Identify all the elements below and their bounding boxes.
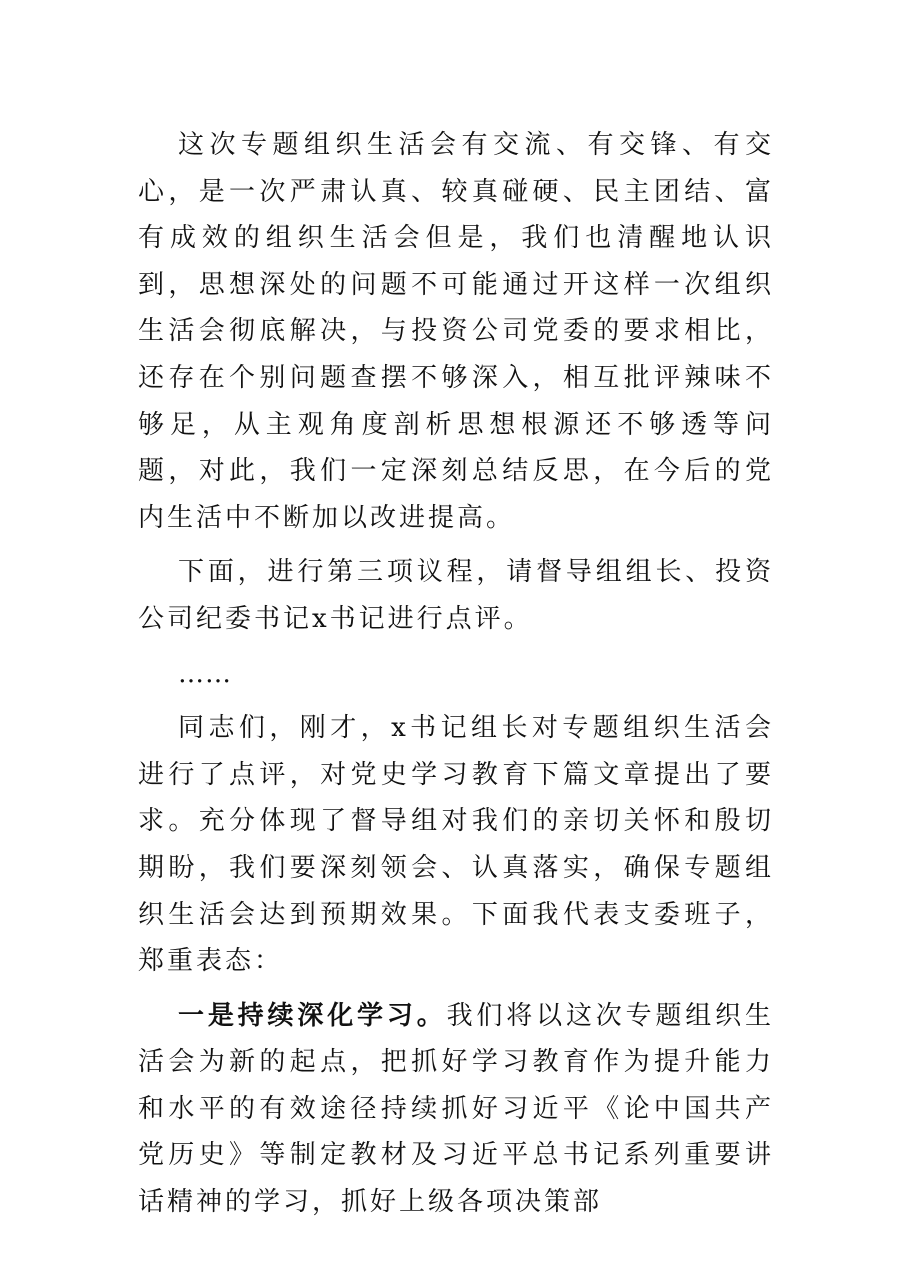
point-one-heading: 一是持续深化学习。 [178,1000,447,1031]
paragraph-summary: 这次专题组织生活会有交流、有交锋、有交心，是一次严肃认真、较真碰硬、民主团结、富有成效的组织生活会但是，我们也清醒地认识到，思想深处的问题不可能通过开这样一次组织生活会彻底解决，与投资公司党委的要求相比，还存在个别问题查摆不够深入，相互批评辣味不够足，从主观角度剖析思想根源还不够透等问题，对此，我们一定深刻总结反思，在今后的党内生活中不断加以改进提高。 [138,130,774,533]
paragraph-point-one [138,993,774,1226]
paragraph-agenda-item-three: 下面，进行第三项议程，请督导组组长、投资公司纪委书记x书记进行点评。 [138,557,774,634]
paragraph-commitment-intro: 同志们，刚才，x书记组长对专题组织生活会进行了点评，对党史学习教育下篇文章提出了要求。充分体现了督导组对我们的亲切关怀和殷切期盼，我们要深刻领会、认真落实，确保专题组织生活会达到预期效果。下面我代表支委班子，郑重表态： [138,713,774,977]
paragraph-ellipsis: …… [178,658,232,689]
point-one-text: 我们将以这次专题组织生活会为新的起点，把抓好学习教育作为提升能力和水平的有效途径持续抓好习近平《论中国共产党历史》等制定教材及习近平总书记系列重要讲话精神的学习，抓好上级各项决策部 [138,1000,774,1218]
document-body [138,122,774,1226]
